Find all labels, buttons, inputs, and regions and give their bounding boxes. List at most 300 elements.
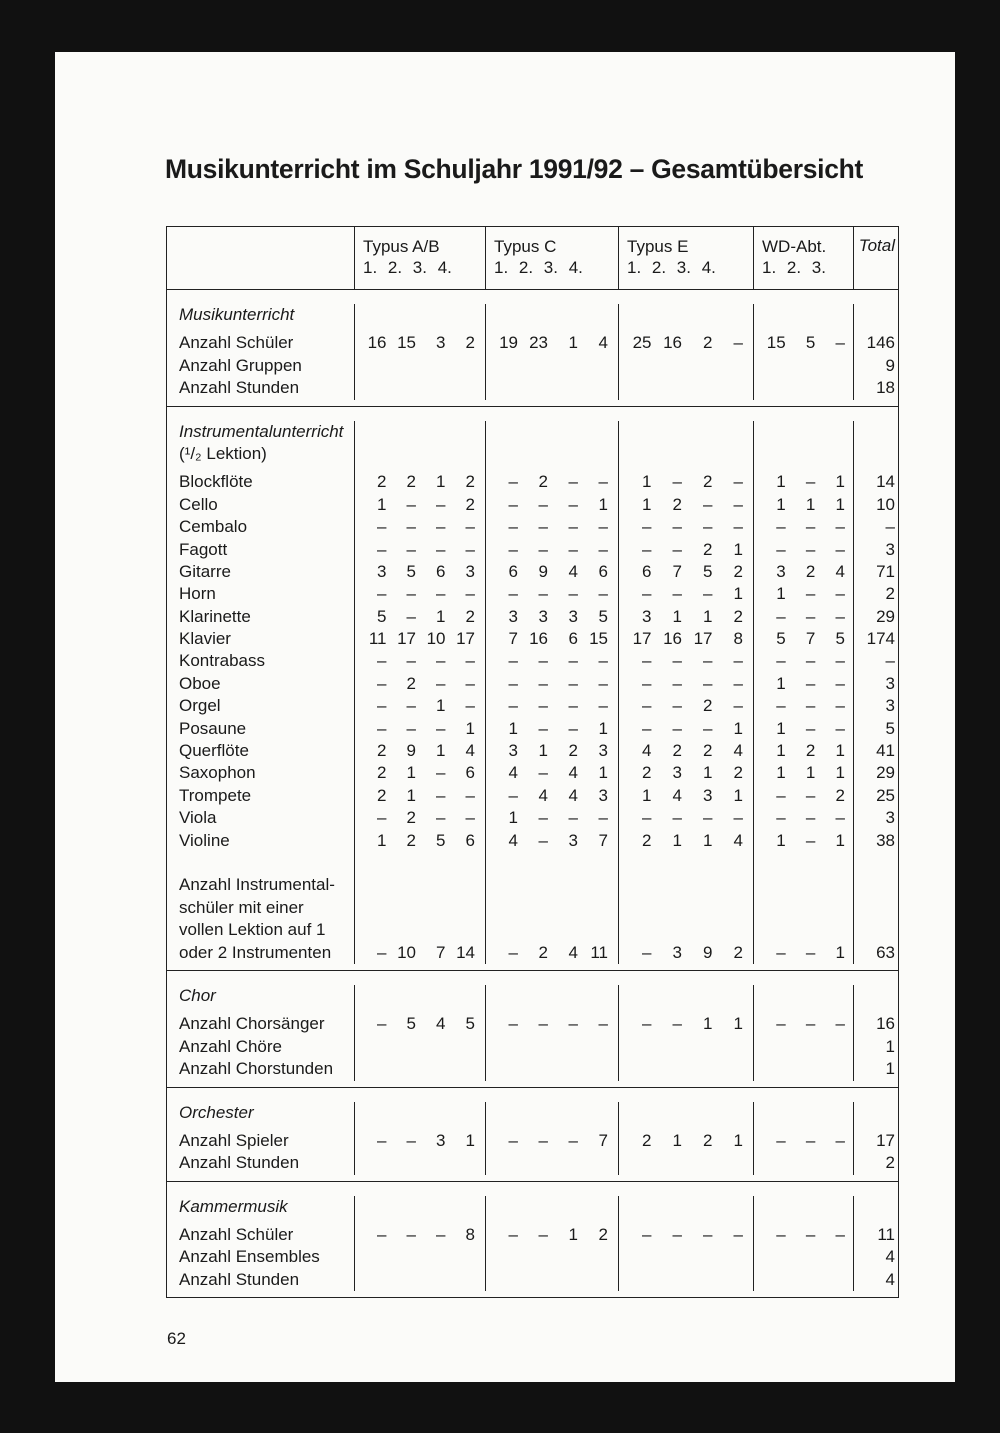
row-values	[486, 785, 618, 807]
value-cell: –	[538, 1130, 548, 1150]
value-cell: 1	[642, 494, 652, 514]
value-cell: –	[538, 808, 548, 828]
value-cell: 4	[436, 1014, 446, 1034]
row-values	[619, 516, 753, 538]
row-values	[754, 718, 853, 740]
row-values	[486, 673, 618, 695]
section-label-cell	[167, 304, 354, 400]
class-numbers: 1. 2. 3. 4.	[494, 258, 583, 277]
value-cell: 16	[663, 333, 682, 353]
spacer-line	[854, 421, 895, 443]
row-total: 29	[876, 763, 895, 783]
value-cell: 2	[465, 494, 475, 514]
section-label-cell	[167, 985, 354, 1081]
value-cell: 1	[835, 763, 845, 783]
row-values	[355, 673, 485, 695]
value-cell: –	[776, 942, 786, 962]
value-cell: –	[377, 1014, 387, 1034]
row-values	[619, 897, 753, 919]
row-values	[355, 874, 485, 896]
value-cell: –	[805, 584, 816, 604]
row-label: Anzahl Chorsänger	[179, 1014, 325, 1034]
value-cell: 2	[642, 763, 652, 783]
overview-table	[166, 226, 899, 1298]
value-cell: –	[508, 517, 518, 537]
value-cell: –	[598, 539, 608, 559]
value-cell: –	[672, 539, 682, 559]
row-values	[754, 762, 853, 784]
section-values-cell	[753, 1196, 853, 1292]
row-values	[355, 650, 485, 672]
row-values	[355, 561, 485, 583]
value-cell: –	[465, 808, 475, 828]
row-values	[619, 830, 753, 852]
table-body	[167, 289, 898, 1297]
row-label: Anzahl Schüler	[179, 1225, 294, 1245]
table-section	[167, 1087, 898, 1181]
value-cell: 15	[397, 333, 416, 353]
section-values-cell	[753, 985, 853, 1081]
value-cell: 3	[377, 561, 387, 581]
spacer-line	[619, 1102, 753, 1124]
spacer-line	[619, 421, 753, 443]
value-cell: 4	[568, 561, 578, 581]
row-total	[854, 852, 895, 874]
spacer-line	[619, 443, 753, 465]
value-cell: –	[642, 808, 652, 828]
row-values	[355, 740, 485, 762]
value-cell: –	[642, 718, 652, 738]
row-label: Trompete	[179, 785, 252, 805]
value-cell: 3	[672, 763, 682, 783]
value-cell: 1	[733, 584, 743, 604]
value-cell: 3	[568, 606, 578, 626]
row-label: Anzahl Stunden	[179, 378, 300, 398]
value-cell: –	[733, 517, 743, 537]
value-cell: 5	[703, 561, 713, 581]
value-cell: –	[465, 517, 475, 537]
value-cell: 2	[835, 785, 845, 805]
row-values	[486, 606, 618, 628]
row-values	[486, 1152, 618, 1174]
value-cell: –	[538, 651, 548, 671]
value-cell: –	[598, 517, 608, 537]
value-cell: –	[538, 696, 548, 716]
value-cell: –	[436, 517, 446, 537]
row-values	[619, 740, 753, 762]
row-values	[355, 695, 485, 717]
section-heading: Musikunterricht	[179, 305, 295, 324]
value-cell: 4	[672, 785, 682, 805]
value-cell: 3	[598, 741, 608, 761]
section-values-cell	[485, 1102, 618, 1175]
row-label: Orgel	[179, 696, 221, 716]
section-values-cell	[753, 304, 853, 400]
value-cell: 2	[465, 606, 475, 626]
row-total: 1	[885, 1036, 895, 1056]
section-values-cell	[618, 1102, 753, 1175]
value-cell: 4	[733, 741, 743, 761]
row-values	[754, 332, 853, 354]
value-cell: 2	[733, 942, 743, 962]
value-cell: –	[568, 651, 578, 671]
row-total: 10	[876, 494, 895, 514]
row-values	[619, 942, 753, 964]
row-total: 9	[885, 355, 895, 375]
value-cell: –	[538, 718, 548, 738]
row-values	[619, 1269, 753, 1291]
row-label: Anzahl Schüler	[179, 333, 294, 353]
value-cell: 16	[529, 629, 548, 649]
value-cell: –	[672, 584, 682, 604]
document-page	[55, 52, 955, 1382]
value-cell: –	[436, 763, 446, 783]
value-cell: 6	[642, 561, 652, 581]
row-values	[355, 516, 485, 538]
row-values	[355, 897, 485, 919]
row-values	[619, 539, 753, 561]
row-values	[754, 830, 853, 852]
row-values	[619, 606, 753, 628]
row-values	[486, 852, 618, 874]
value-cell: –	[642, 584, 652, 604]
row-values	[355, 606, 485, 628]
row-values	[355, 919, 485, 941]
value-cell: 10	[397, 942, 416, 962]
row-values	[486, 628, 618, 650]
value-cell: –	[377, 517, 387, 537]
section-values-cell	[354, 1196, 485, 1292]
row-values	[486, 583, 618, 605]
spacer-line	[486, 1102, 618, 1124]
value-cell: 6	[508, 561, 518, 581]
value-cell: 3	[538, 606, 548, 626]
spacer-line	[486, 443, 618, 465]
value-cell: 1	[733, 718, 743, 738]
value-cell: 17	[456, 629, 475, 649]
value-cell: 1	[568, 1225, 578, 1245]
value-cell: 1	[835, 830, 845, 850]
row-values	[754, 561, 853, 583]
value-cell: 5	[835, 629, 845, 649]
row-values	[619, 1246, 753, 1268]
row-values	[486, 718, 618, 740]
value-cell: 2	[805, 741, 816, 761]
value-cell: –	[538, 763, 548, 783]
value-cell: 1	[436, 741, 446, 761]
row-values	[619, 1013, 753, 1035]
value-cell: –	[733, 696, 743, 716]
value-cell: –	[598, 808, 608, 828]
value-cell: 3	[672, 942, 682, 962]
row-values	[486, 695, 618, 717]
value-cell: 5	[598, 606, 608, 626]
row-values	[754, 650, 853, 672]
value-cell: –	[703, 808, 713, 828]
row-label: Posaune	[179, 718, 247, 738]
row-values	[619, 874, 753, 896]
row-values	[754, 606, 853, 628]
value-cell: 4	[538, 785, 548, 805]
section-values-cell	[354, 421, 485, 964]
class-numbers: 1. 2. 3. 4.	[363, 258, 452, 277]
class-numbers: 1. 2. 3. 4.	[627, 258, 716, 277]
value-cell: –	[776, 539, 786, 559]
value-cell: –	[733, 808, 743, 828]
value-cell: 1	[776, 494, 786, 514]
row-values	[486, 1224, 618, 1246]
row-values	[619, 355, 753, 377]
value-cell: –	[805, 606, 816, 626]
value-cell: –	[805, 830, 816, 850]
row-values	[486, 332, 618, 354]
value-cell: –	[377, 651, 387, 671]
value-cell: –	[436, 718, 446, 738]
row-label: Anzahl Gruppen	[179, 355, 302, 375]
spacer-line	[754, 304, 853, 326]
row-values	[355, 852, 485, 874]
row-values	[754, 1058, 853, 1080]
value-cell: –	[598, 472, 608, 492]
value-cell: –	[835, 1014, 845, 1034]
value-cell: –	[805, 696, 816, 716]
value-cell: 1	[776, 763, 786, 783]
value-cell: –	[436, 673, 446, 693]
value-cell: –	[805, 1014, 816, 1034]
section-subheading: (¹/₂ Lektion)	[179, 443, 267, 463]
section-heading: Kammermusik	[179, 1196, 288, 1216]
row-values	[486, 516, 618, 538]
row-values	[355, 1224, 485, 1246]
value-cell: 5	[406, 561, 416, 581]
page-title: Musikunterricht im Schuljahr 1991/92 – Gesamtübersicht	[165, 154, 864, 184]
row-values	[486, 539, 618, 561]
value-cell: 15	[766, 333, 786, 353]
row-total: 18	[876, 378, 895, 398]
value-cell: 3	[642, 606, 652, 626]
value-cell: –	[805, 808, 816, 828]
spacer-line	[754, 1102, 853, 1124]
row-values	[619, 807, 753, 829]
row-total: 16	[876, 1014, 895, 1034]
value-cell: 1	[568, 333, 578, 353]
row-values	[619, 919, 753, 941]
row-values	[355, 1130, 485, 1152]
value-cell: 2	[406, 673, 416, 693]
value-cell: –	[508, 472, 518, 492]
value-cell: 2	[406, 830, 416, 850]
section-values-cell	[485, 304, 618, 400]
row-values	[754, 1224, 853, 1246]
value-cell: 1	[436, 472, 446, 492]
row-values	[754, 377, 853, 399]
section-label-cell	[167, 421, 354, 964]
value-cell: –	[508, 584, 518, 604]
value-cell: 17	[397, 629, 416, 649]
header-typus-ab	[354, 227, 485, 289]
value-cell: 19	[499, 333, 518, 353]
total-label: Total	[858, 236, 895, 255]
value-cell: 1	[835, 741, 845, 761]
value-cell: 6	[568, 629, 578, 649]
group-name: Typus E	[627, 237, 689, 256]
value-cell: 1	[703, 763, 713, 783]
row-total: 2	[885, 1153, 895, 1173]
value-cell: –	[465, 696, 475, 716]
row-values	[619, 628, 753, 650]
value-cell: 1	[835, 942, 845, 962]
row-values	[619, 377, 753, 399]
value-cell: 7	[672, 561, 682, 581]
value-cell: –	[538, 517, 548, 537]
row-total: –	[885, 517, 895, 537]
row-values	[355, 471, 485, 493]
table-section	[167, 970, 898, 1087]
row-total: 1	[885, 1059, 895, 1079]
section-values-cell	[618, 304, 753, 400]
value-cell: 3	[465, 561, 475, 581]
value-cell: 2	[672, 494, 682, 514]
value-cell: 1	[805, 494, 816, 514]
value-cell: 1	[733, 1130, 743, 1150]
row-label: Anzahl Chöre	[179, 1036, 283, 1056]
value-cell: 5	[465, 1014, 475, 1034]
group-name: Typus C	[494, 237, 557, 256]
row-total: 17	[876, 1130, 895, 1150]
value-cell: –	[835, 1225, 845, 1245]
value-cell: –	[406, 696, 416, 716]
value-cell: –	[642, 539, 652, 559]
header-typus-c	[485, 227, 618, 289]
value-cell: –	[508, 1130, 518, 1150]
row-total	[854, 874, 895, 896]
value-cell: 3	[703, 785, 713, 805]
value-cell: 5	[406, 1014, 416, 1034]
spacer-line	[854, 443, 895, 465]
row-values	[754, 628, 853, 650]
row-values	[355, 628, 485, 650]
row-values	[754, 1152, 853, 1174]
row-label: Anzahl Stunden	[179, 1153, 300, 1173]
row-total: 4	[885, 1269, 895, 1289]
row-values	[619, 332, 753, 354]
row-values	[754, 583, 853, 605]
value-cell: –	[538, 584, 548, 604]
value-cell: –	[835, 584, 845, 604]
row-values	[754, 539, 853, 561]
value-cell: 1	[835, 494, 845, 514]
value-cell: –	[835, 539, 845, 559]
row-values	[486, 1269, 618, 1291]
value-cell: 8	[465, 1225, 475, 1245]
row-values	[754, 919, 853, 941]
row-values	[619, 852, 753, 874]
value-cell: –	[508, 696, 518, 716]
row-label: Anzahl Chorstunden	[179, 1059, 334, 1079]
value-cell: –	[835, 673, 845, 693]
spacer-line	[355, 985, 485, 1007]
value-cell: 2	[377, 785, 387, 805]
row-values	[619, 471, 753, 493]
value-cell: –	[672, 718, 682, 738]
value-cell: 7	[436, 942, 446, 962]
row-values	[355, 830, 485, 852]
value-cell: 2	[703, 333, 713, 353]
section-heading: Orchester	[179, 1102, 254, 1122]
value-cell: –	[568, 494, 578, 514]
header-wd-abt	[753, 227, 853, 289]
value-cell: –	[642, 673, 652, 693]
row-values	[619, 695, 753, 717]
row-values	[486, 355, 618, 377]
value-cell: –	[672, 651, 682, 671]
row-values	[355, 1013, 485, 1035]
value-cell: 1	[465, 1130, 475, 1150]
value-cell: –	[703, 673, 713, 693]
value-cell: –	[377, 808, 387, 828]
value-cell: –	[703, 517, 713, 537]
value-cell: 3	[436, 333, 446, 353]
header-label-cell	[167, 227, 354, 289]
value-cell: 2	[538, 942, 548, 962]
row-values	[754, 1036, 853, 1058]
value-cell: 2	[703, 472, 713, 492]
row-label: Cembalo	[179, 517, 248, 537]
row-label: Klavier	[179, 629, 231, 649]
row-label: Cello	[179, 494, 218, 514]
value-cell: 1	[672, 1130, 682, 1150]
section-total-cell	[853, 1196, 898, 1292]
spacer-line	[355, 443, 485, 465]
value-cell: –	[672, 696, 682, 716]
value-cell: –	[568, 1014, 578, 1034]
value-cell: 1	[805, 763, 816, 783]
row-values	[355, 1036, 485, 1058]
row-values	[619, 494, 753, 516]
value-cell: –	[642, 1225, 652, 1245]
value-cell: –	[805, 539, 816, 559]
value-cell: –	[733, 673, 743, 693]
value-cell: –	[805, 718, 816, 738]
row-values	[486, 471, 618, 493]
value-cell: –	[672, 517, 682, 537]
value-cell: 4	[465, 741, 475, 761]
value-cell: –	[436, 584, 446, 604]
row-values	[619, 1152, 753, 1174]
spacer-line	[754, 421, 853, 443]
value-cell: 1	[776, 718, 786, 738]
spacer-line	[854, 1102, 895, 1124]
spacer-line	[854, 304, 895, 326]
value-cell: –	[805, 942, 816, 962]
value-cell: –	[776, 651, 786, 671]
value-cell: 1	[598, 763, 608, 783]
value-cell: 4	[598, 333, 608, 353]
row-total	[854, 919, 895, 941]
value-cell: 1	[776, 741, 786, 761]
value-cell: –	[733, 472, 743, 492]
row-values	[754, 1013, 853, 1035]
row-values	[619, 650, 753, 672]
value-cell: –	[377, 584, 387, 604]
spacer-line	[754, 985, 853, 1007]
table-section	[167, 406, 898, 970]
value-cell: –	[538, 830, 548, 850]
row-values	[754, 673, 853, 695]
value-cell: –	[805, 472, 816, 492]
value-cell: –	[835, 808, 845, 828]
row-values	[355, 942, 485, 964]
